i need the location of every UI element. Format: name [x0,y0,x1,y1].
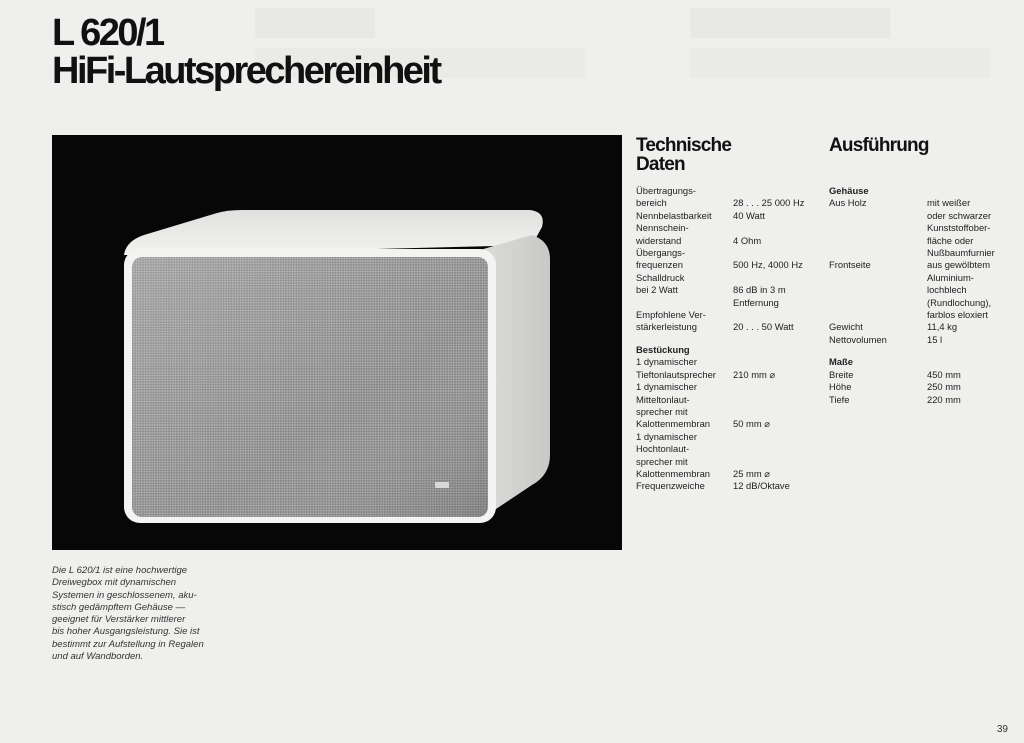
spec-label: Hochtonlaut- [636,443,690,455]
speaker-illustration [52,135,622,550]
brand-logo-plate [435,482,449,488]
spec-label: Frequenzweiche [636,480,705,492]
spec-label [829,309,927,321]
page-title-product: HiFi-Lautsprechereinheit [52,50,440,92]
technical-data-rows [636,185,826,334]
technical-data-table [636,185,826,493]
spec-row [829,247,1004,259]
spec-row [829,394,1004,406]
spec-label [829,210,927,222]
spec-label: Schalldruck [636,271,685,283]
caption-line: bestimmt zur Aufstellung in Regalen [52,638,204,650]
spec-value: 15 l [927,333,943,345]
spec-value: lochblech [927,284,967,296]
spec-value: oder schwarzer [927,209,992,221]
page-number: 39 [996,724,1008,735]
speaker-grille-shading [132,257,488,517]
spec-label: Nennbelastbarkeit [636,209,712,221]
spec-row [636,369,826,381]
spec-row [636,468,826,480]
spec-row [636,297,826,309]
spec-label [829,247,927,259]
photo-caption [52,565,237,663]
spec-label: Nettovolumen [829,333,887,345]
spec-row [636,309,826,321]
spec-label [636,297,733,309]
spec-value: 28 . . . 25 000 Hz [733,197,805,209]
spec-value: 50 mm ⌀ [733,418,770,430]
gehaeuse-heading: Gehäuse [829,185,869,196]
spec-value: fläche oder [927,234,974,246]
spec-value: 450 mm [927,368,961,380]
bestueckung-heading: Bestückung [636,343,690,355]
spec-label: Übertragungs- [636,185,696,196]
spec-value: Kunststoffober- [927,222,991,234]
gehaeuse-rows [829,197,1004,346]
spec-label: bei 2 Watt [636,284,678,296]
spec-label: Empfohlene Ver- [636,309,706,321]
spec-row [636,284,826,296]
spec-row [636,418,826,430]
spec-value: Nußbaumfurnier [927,247,995,259]
technical-data-heading-line1: Technische [636,135,732,156]
spec-row [829,284,1004,296]
technical-data-heading-line2: Daten [636,154,685,175]
spec-value: (Rundlochung), [927,296,992,308]
spec-row [636,247,826,259]
spec-value: 25 mm ⌀ [733,467,770,479]
spec-label: Übergangs- [636,247,685,259]
spec-row [636,185,826,197]
spec-row [636,406,826,418]
spec-label: Kalottenmembran [636,467,710,479]
spec-label: Tieftonlautsprecher [636,368,716,380]
spec-label: 1 dynamischer [636,430,697,442]
spec-label [829,284,927,296]
spec-row [636,272,826,284]
spec-value: 86 dB in 3 m [733,284,786,296]
caption-line: und auf Wandborden. [52,651,144,663]
spec-row [636,381,826,393]
caption-line: bis hoher Ausgangsleistung. Sie ist [52,626,200,638]
spec-label: Höhe [829,381,852,393]
spec-row [829,210,1004,222]
spec-row [829,309,1004,321]
spec-label: sprecher mit [636,455,688,467]
spec-row [829,334,1004,346]
spec-row [829,259,1004,271]
spec-value: 220 mm [927,393,961,405]
ausfuehrung-table [829,185,1004,406]
spec-label: Frontseite [829,259,871,271]
spec-label: Kalottenmembran [636,418,710,430]
spec-row [636,456,826,468]
spec-row [636,210,826,222]
page-title-model: L 620/1 [52,12,163,54]
spec-row [829,381,1004,393]
spec-label: 1 dynamischer [636,356,697,368]
technical-data-heading [636,136,731,174]
spec-value: Aluminium- [927,271,974,283]
spec-label: widerstand [636,234,682,246]
bestueckung-rows [636,356,826,492]
spec-row [829,369,1004,381]
spec-label: sprecher mit [636,405,688,417]
spec-row [829,297,1004,309]
spec-label: Gewicht [829,321,863,333]
spec-row [636,321,826,333]
spec-label: frequenzen [636,259,683,271]
spec-row [829,321,1004,333]
spec-row [636,356,826,368]
caption-line: Systemen in geschlossenem, aku- [52,589,197,601]
spec-value: 250 mm [927,381,961,393]
spec-label [829,222,927,234]
spec-row [829,197,1004,209]
caption-line: stisch gedämpftem Gehäuse — [52,601,186,613]
spec-row [636,431,826,443]
caption-line: Die L 620/1 ist eine hochwertige [52,565,188,576]
spec-value: mit weißer [927,197,971,209]
spec-row [829,272,1004,284]
spec-label: bereich [636,197,667,209]
caption-line: geeignet für Verstärker mittlerer [52,614,186,626]
spec-value: 40 Watt [733,209,765,221]
spec-row [636,235,826,247]
spec-value: farblos eloxiert [927,309,988,321]
spec-label [829,272,927,284]
spec-value: 20 . . . 50 Watt [733,321,794,333]
spec-label: Nennschein- [636,222,689,234]
spec-row [636,259,826,271]
product-photo [52,135,622,550]
spec-label: 1 dynamischer [636,381,697,393]
spec-row [636,222,826,234]
spec-value: 4 Ohm [733,234,762,246]
spec-value: 500 Hz, 4000 Hz [733,259,803,271]
spec-value: 210 mm ⌀ [733,368,776,380]
spec-row [636,197,826,209]
spec-row [636,394,826,406]
spec-label: Tiefe [829,393,850,405]
spec-value: Entfernung [733,296,779,308]
spec-label: Mitteltonlaut- [636,393,690,405]
spec-value: 11,4 kg [927,321,958,333]
spec-label: stärkerleistung [636,321,697,333]
spec-value: aus gewölbtem [927,259,991,271]
ausfuehrung-heading: Ausführung [829,135,929,156]
spec-label: Breite [829,368,854,380]
spec-row [636,480,826,492]
spec-label [829,297,927,309]
spec-value: 12 dB/Oktave [733,480,790,492]
spec-row [636,443,826,455]
spec-row [829,235,1004,247]
spec-label: Aus Holz [829,197,867,209]
spec-label [829,235,927,247]
masse-rows [829,369,1004,406]
caption-line: Dreiwegbox mit dynamischen [52,577,177,589]
masse-heading: Maße [829,356,853,368]
spec-row [829,222,1004,234]
speaker-top-face [124,210,543,255]
